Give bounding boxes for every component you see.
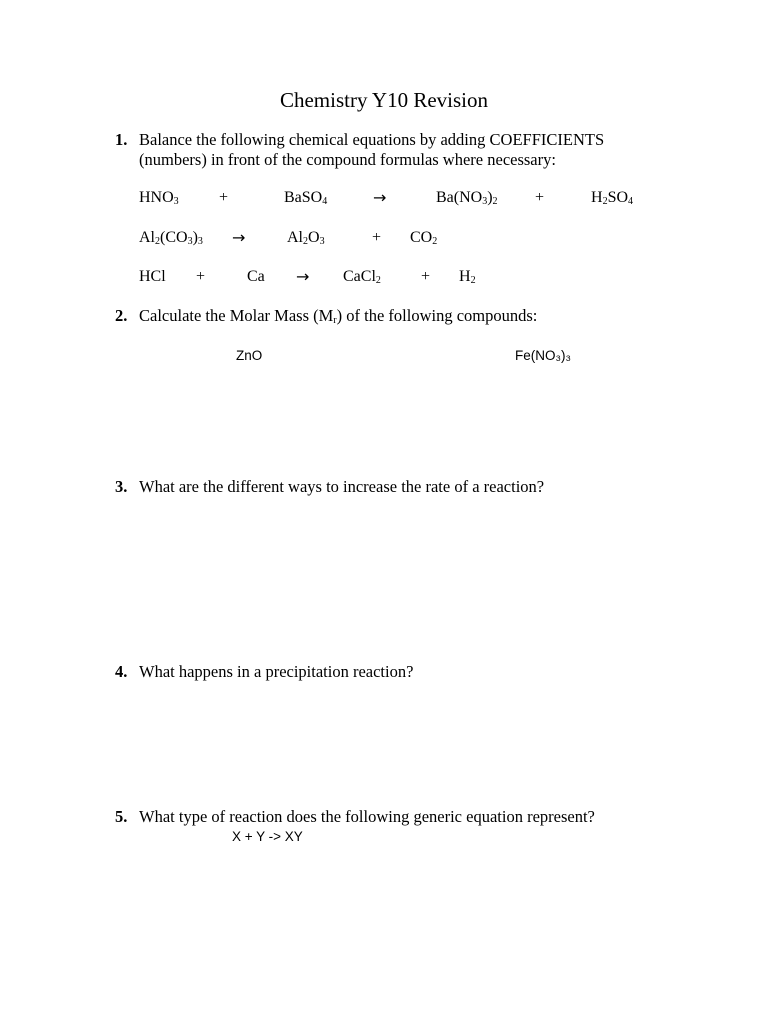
question-4-text: What happens in a precipitation reaction? bbox=[139, 662, 414, 681]
eq1-reactant-hno3: $HNO_3$ bbox=[139, 189, 179, 207]
question-4-number: 4. bbox=[115, 662, 128, 681]
eq2-reactant-al2-co3-3: $Al_2(CO_3)_3$ bbox=[139, 229, 203, 247]
question-2-text: Calculate the Molar Mass $(M_r)$ of the following compounds: bbox=[139, 306, 538, 326]
compound-zno: ZnO bbox=[236, 348, 263, 363]
eq1-arrow: → bbox=[373, 188, 387, 207]
eq1-product-h2so4: $H_2SO_4$ bbox=[591, 189, 634, 207]
eq2-product-co2: $CO_2$ bbox=[410, 229, 438, 247]
question-5-number: 5. bbox=[115, 807, 128, 826]
eq1-product-ba-no3-2: $Ba(NO_3)_2$ bbox=[436, 189, 498, 207]
question-2-number: 2. bbox=[115, 306, 128, 325]
eq3-plus-1: + bbox=[196, 268, 206, 285]
question-5-text: What type of reaction does the following generic equation represent? bbox=[139, 807, 595, 826]
eq1-plus-1: + bbox=[219, 189, 229, 206]
question-1-line-2: (numbers) in front of the compound formulas where necessary: bbox=[139, 150, 556, 169]
compound-fe-no3-3: Fe(NO₃)₃ bbox=[515, 348, 571, 363]
eq3-product-h2: $H_2$ bbox=[459, 268, 476, 286]
question-1-number: 1. bbox=[115, 130, 128, 149]
eq2-arrow: → bbox=[232, 228, 246, 247]
page-title: Chemistry Y10 Revision bbox=[279, 88, 489, 112]
eq3-arrow: → bbox=[296, 267, 310, 286]
question-3-text: What are the different ways to increase the rate of a reaction? bbox=[139, 477, 545, 496]
eq3-plus-2: + bbox=[421, 268, 431, 285]
eq3-reactant-ca: Ca bbox=[247, 268, 265, 285]
eq3-product-cacl2: CaCl$_2$ bbox=[343, 268, 381, 286]
question-1-line-1: Balance the following chemical equations by adding COEFFICIENTS bbox=[139, 130, 605, 149]
eq2-plus: + bbox=[372, 229, 382, 246]
generic-equation: X + Y -> XY bbox=[232, 829, 303, 844]
eq1-reactant-baso4: BaSO$_4$ bbox=[284, 189, 328, 207]
eq3-reactant-hcl: HCl bbox=[139, 268, 166, 285]
question-3-number: 3. bbox=[115, 477, 128, 496]
eq1-plus-2: + bbox=[535, 189, 545, 206]
eq2-product-al2o3: $Al_2O_3$ bbox=[287, 229, 325, 247]
